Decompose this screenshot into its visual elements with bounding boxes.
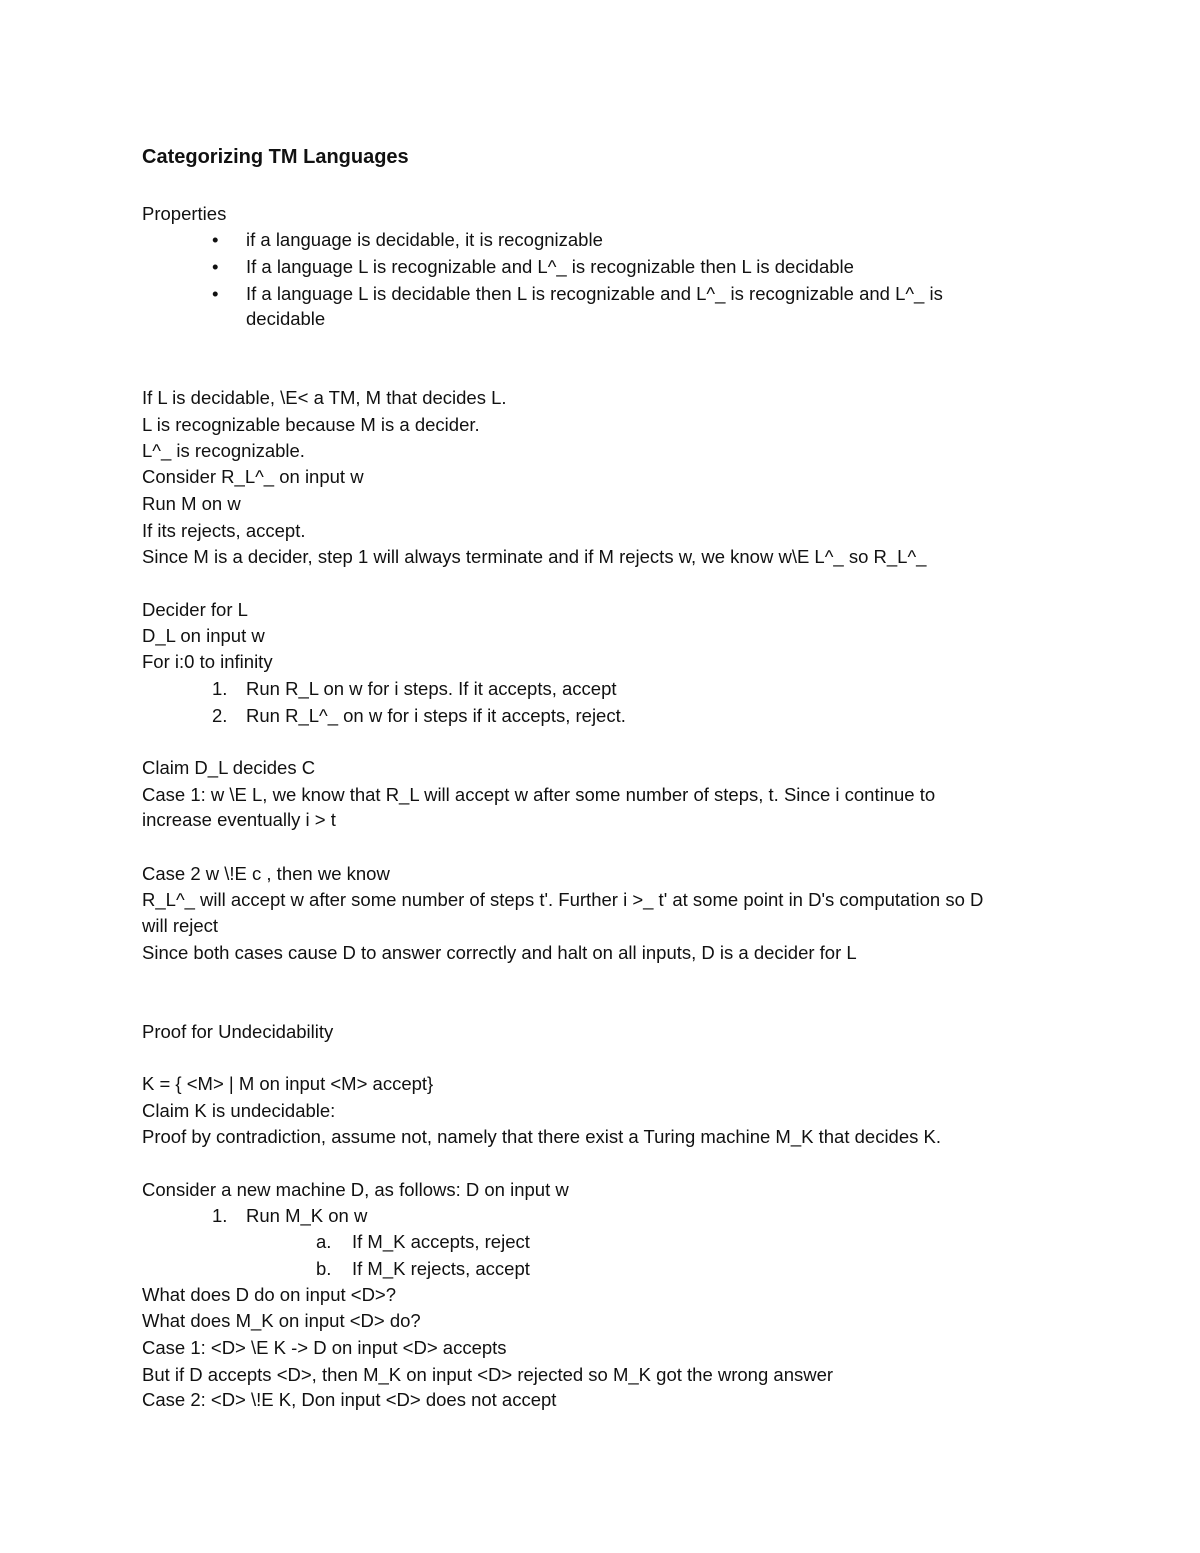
machine-line: What does M_K on input <D> do?: [142, 1310, 421, 1331]
undecidability-line: K = { <M> | M on input <M> accept}: [142, 1073, 434, 1094]
step-text: Run R_L on w for i steps. If it accepts, accept: [246, 678, 617, 699]
property-item-continuation: decidable: [246, 308, 326, 329]
decider-line: D_L on input w: [142, 625, 265, 646]
machine-line: But if D accepts <D>, then M_K on input <D> rejected so M_K got the wrong answer: [142, 1364, 834, 1385]
machine-intro: Consider a new machine D, as follows: D on input w: [142, 1179, 569, 1200]
property-item: if a language is decidable, it is recognizable: [246, 229, 603, 250]
machine-line: Case 1: <D> \E K -> D on input <D> accepts: [142, 1337, 507, 1358]
undecidability-line: Claim K is undecidable:: [142, 1100, 336, 1121]
proof-line: Since M is a decider, step 1 will always terminate and if M rejects w, we know w\E L^_ so R_L^_: [142, 546, 927, 567]
step-number: 2.: [212, 705, 228, 726]
step-number: 1.: [212, 678, 228, 699]
substep-text: If M_K rejects, accept: [352, 1258, 530, 1279]
claim-line: Claim D_L decides C: [142, 757, 316, 778]
step-number: 1.: [212, 1205, 228, 1226]
step-text: Run R_L^_ on w for i steps if it accepts, reject.: [246, 705, 626, 726]
property-item: If a language L is recognizable and L^_ is recognizable then L is decidable: [246, 256, 854, 277]
bullet-icon: •: [212, 256, 219, 277]
document-title: Categorizing TM Languages: [142, 146, 409, 168]
substep-label: a.: [316, 1231, 332, 1252]
decider-heading: Decider for L: [142, 599, 248, 620]
claim-line: Case 1: w \E L, we know that R_L will accept w after some number of steps, t. Since i continue to: [142, 784, 936, 805]
proof-line: L is recognizable because M is a decider.: [142, 414, 480, 435]
proof-line: If L is decidable, \E< a TM, M that decides L.: [142, 387, 507, 408]
undecidability-line: Proof by contradiction, assume not, namely that there exist a Turing machine M_K that decides K.: [142, 1126, 941, 1147]
case2-line: will reject: [142, 915, 219, 936]
bullet-icon: •: [212, 283, 219, 304]
case2-line: Case 2 w \!E c , then we know: [142, 863, 390, 884]
decider-line: For i:0 to infinity: [142, 651, 273, 672]
bullet-icon: •: [212, 229, 219, 250]
case2-line: R_L^_ will accept w after some number of steps t'. Further i >_ t' at some point in D's computation so D: [142, 889, 984, 910]
undecidability-heading: Proof for Undecidability: [142, 1021, 334, 1042]
case2-line: Since both cases cause D to answer correctly and halt on all inputs, D is a decider for L: [142, 942, 857, 963]
proof-line: Run M on w: [142, 493, 241, 514]
proof-line: L^_ is recognizable.: [142, 440, 305, 461]
claim-line: increase eventually i > t: [142, 809, 336, 830]
proof-line: If its rejects, accept.: [142, 520, 306, 541]
properties-heading: Properties: [142, 203, 227, 224]
property-item: If a language L is decidable then L is recognizable and L^_ is recognizable and L^_ is: [246, 283, 943, 304]
substep-label: b.: [316, 1258, 332, 1279]
step-text: Run M_K on w: [246, 1205, 368, 1226]
proof-line: Consider R_L^_ on input w: [142, 466, 364, 487]
substep-text: If M_K accepts, reject: [352, 1231, 530, 1252]
machine-line: What does D do on input <D>?: [142, 1284, 397, 1305]
machine-line: Case 2: <D> \!E K, Don input <D> does not accept: [142, 1389, 557, 1410]
